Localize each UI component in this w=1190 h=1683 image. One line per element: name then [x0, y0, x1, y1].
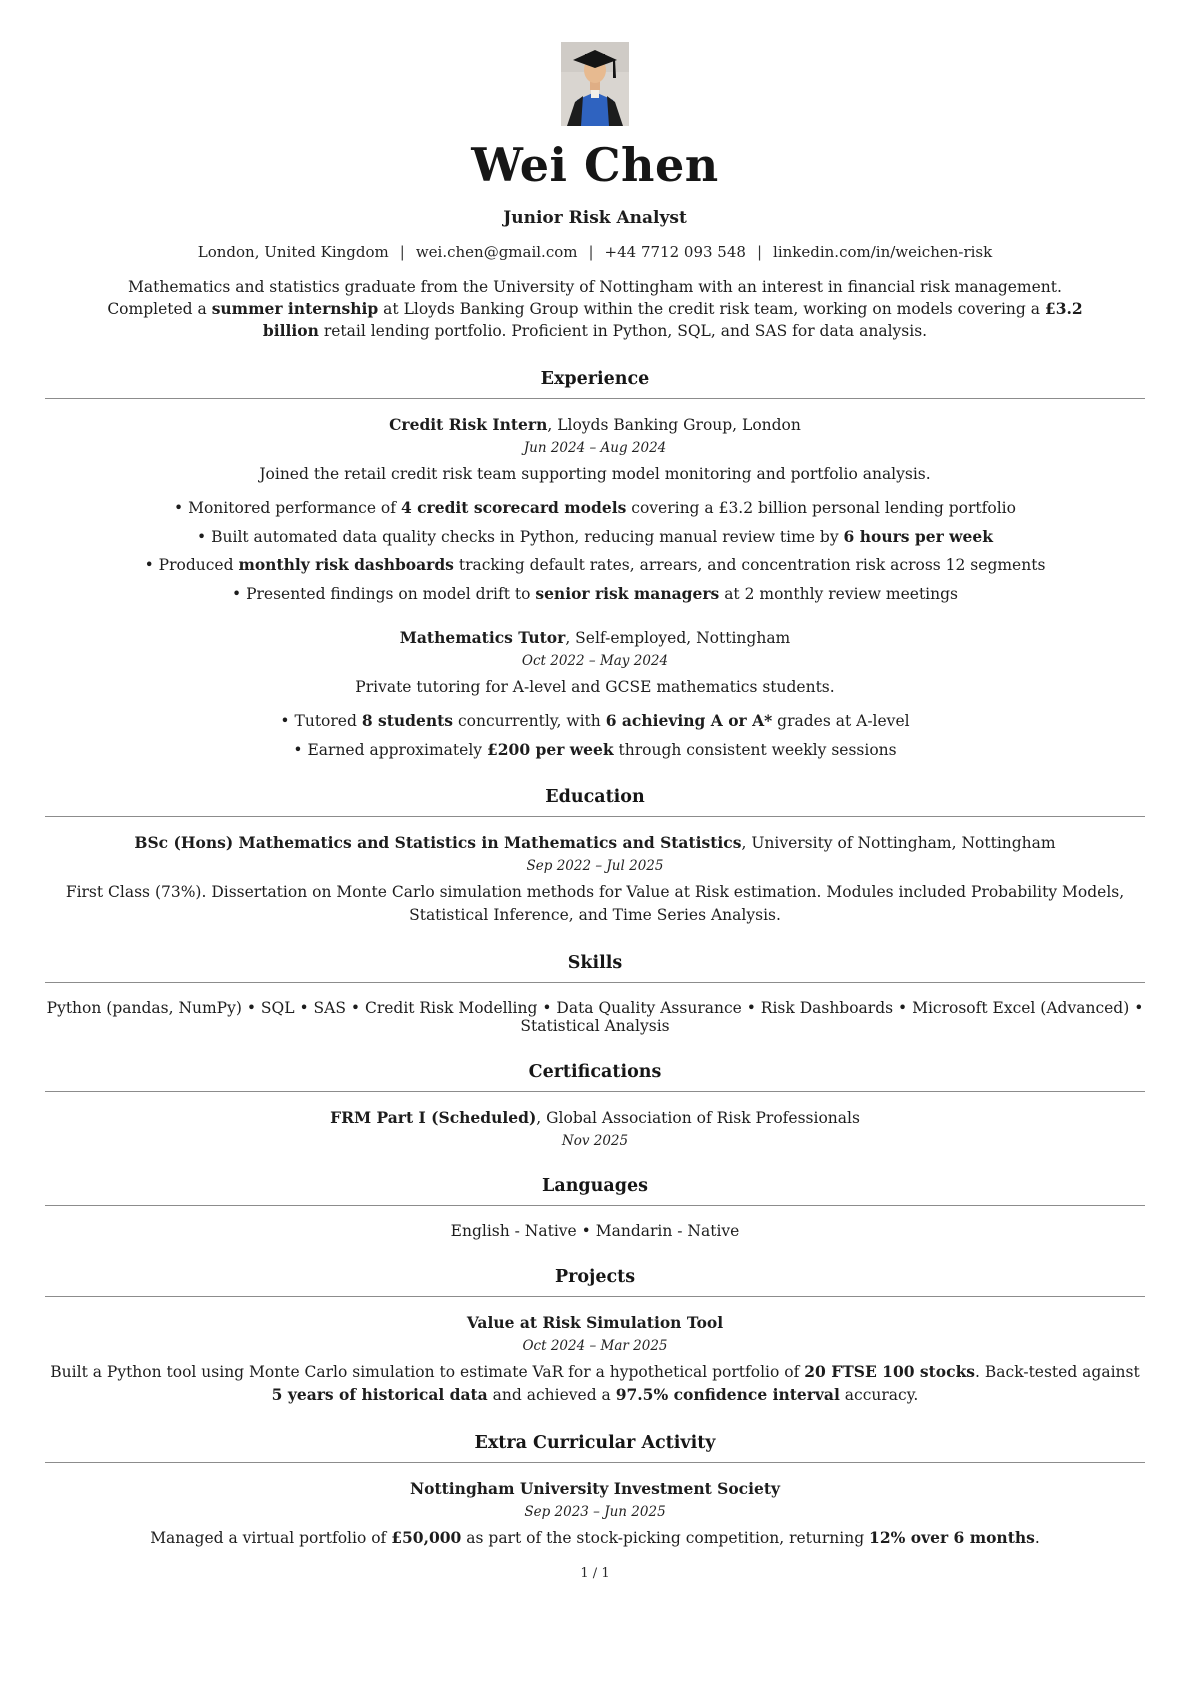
experience-entry	[45, 628, 1145, 761]
section-rule	[45, 816, 1145, 817]
entry-title	[45, 415, 1145, 434]
entry-title-issuer: , Global Association of Risk Professionals	[536, 1109, 860, 1128]
section-heading: Skills	[567, 953, 623, 974]
entry-title-school: , University of Nottingham, Nottingham	[741, 834, 1056, 853]
entry-title	[45, 833, 1145, 852]
experience-entry	[45, 415, 1145, 605]
section-skills	[45, 953, 1145, 1035]
entry-dates: Sep 2023 – Jun 2025	[524, 1504, 666, 1521]
entry-dates: Sep 2022 – Jul 2025	[526, 858, 664, 875]
contact-location: London, United Kingdom	[197, 243, 389, 261]
section-rule	[45, 1296, 1145, 1297]
contact-linkedin[interactable]: linkedin.com/in/weichen-risk	[773, 243, 993, 261]
profile-photo	[561, 42, 629, 126]
entry-title	[45, 1108, 1145, 1127]
project-entry	[45, 1313, 1145, 1406]
entry-title-degree: BSc (Hons) Mathematics and Statistics in Mathematics and Statistics	[134, 833, 742, 853]
entry-description: Joined the retail credit risk team supporting model monitoring and portfolio analysis.	[259, 465, 931, 483]
section-certifications	[45, 1062, 1145, 1149]
section-rule	[45, 1205, 1145, 1206]
entry-title-org: , Lloyds Banking Group, London	[547, 416, 801, 434]
section-rule	[45, 982, 1145, 983]
contact-separator: |	[756, 243, 763, 261]
certification-entry	[45, 1108, 1145, 1149]
entry-title	[45, 628, 1145, 647]
entry-title-cert: FRM Part I (Scheduled)	[330, 1108, 537, 1128]
bullet-item: • Produced monthly risk dashboards tracking default rates, arrears, and concentration risk across 12 segments	[45, 555, 1145, 576]
contact-separator: |	[588, 243, 594, 261]
contact-separator: |	[399, 243, 405, 261]
section-rule	[45, 398, 1145, 399]
entry-description: Managed a virtual portfolio of £50,000 as part of the stock-picking competition, returning 12% over 6 months.	[150, 1528, 1040, 1548]
entry-dates: Nov 2025	[561, 1133, 629, 1150]
candidate-name: Wei Chen	[471, 138, 719, 192]
entry-title-role: Credit Risk Intern	[389, 415, 548, 434]
bullet-item: • Earned approximately £200 per week through consistent weekly sessions	[45, 740, 1145, 761]
section-extra-curricular	[45, 1433, 1145, 1549]
entry-dates: Jun 2024 – Aug 2024	[523, 440, 667, 456]
section-experience	[45, 369, 1145, 760]
entry-title-activity: Nottingham University Investment Society	[409, 1479, 781, 1499]
section-rule	[45, 1091, 1145, 1092]
entry-bullet-list	[45, 498, 1145, 604]
bullet-item: • Presented findings on model drift to senior risk managers at 2 monthly review meetings	[45, 584, 1145, 605]
entry-title	[45, 1479, 1145, 1498]
skills-line: Python (pandas, NumPy) • SQL • SAS • Credit Risk Modelling • Data Quality Assurance • Risk Dashboards • Microsoft Excel (Advanced) • Statistical Analysis	[46, 999, 1144, 1036]
page-indicator: 1 / 1	[580, 1566, 610, 1581]
summary-text: Mathematics and statistics graduate from the University of Nottingham with an interest in financial risk management. Completed a summer internship at Lloyds Banking Group within the credit risk team, working on models covering a £3.2 billion retail lending portfolio. Proficient in Python, SQL, and SAS for data analysis.	[107, 278, 1083, 340]
section-heading: Experience	[540, 369, 650, 389]
section-heading: Extra Curricular Activity	[474, 1433, 716, 1454]
contact-phone: +44 7712 093 548	[604, 243, 746, 261]
bullet-item: • Monitored performance of 4 credit scorecard models covering a £3.2 billion personal lending portfolio	[45, 498, 1145, 519]
languages-line: English - Native • Mandarin - Native	[450, 1222, 740, 1241]
entry-description: Built a Python tool using Monte Carlo simulation to estimate VaR for a hypothetical portfolio of 20 FTSE 100 stocks. Back-tested against 5 years of historical data and achieved a 97.5% confidence interval accuracy.	[50, 1362, 1140, 1404]
section-heading: Certifications	[528, 1062, 662, 1083]
bullet-item: • Tutored 8 students concurrently, with 6 achieving A or A* grades at A-level	[45, 711, 1145, 732]
section-education	[45, 787, 1145, 926]
entry-title-org: , Self-employed, Nottingham	[565, 628, 791, 647]
activity-entry	[45, 1479, 1145, 1549]
section-rule	[45, 1462, 1145, 1463]
section-heading: Languages	[542, 1176, 648, 1197]
contact-line	[45, 243, 1145, 261]
candidate-title: Junior Risk Analyst	[503, 208, 687, 228]
entry-dates: Oct 2022 – May 2024	[521, 652, 669, 669]
contact-email[interactable]: wei.chen@gmail.com	[415, 243, 578, 261]
entry-title-role: Mathematics Tutor	[399, 627, 566, 647]
section-heading: Education	[545, 787, 645, 808]
entry-dates: Oct 2024 – Mar 2025	[522, 1338, 668, 1355]
section-projects	[45, 1267, 1145, 1406]
section-heading: Projects	[554, 1267, 636, 1288]
bullet-item: • Built automated data quality checks in Python, reducing manual review time by 6 hours per week	[45, 527, 1145, 548]
entry-title	[45, 1313, 1145, 1332]
entry-bullet-list	[45, 711, 1145, 760]
section-languages	[45, 1176, 1145, 1240]
entry-title-project: Value at Risk Simulation Tool	[466, 1313, 724, 1333]
entry-description: First Class (73%). Dissertation on Monte Carlo simulation methods for Value at Risk estimation. Modules included Probability Models, Statistical Inference, and Time Series Analysis.	[65, 883, 1125, 924]
entry-description: Private tutoring for A-level and GCSE mathematics students.	[355, 677, 835, 696]
education-entry	[45, 833, 1145, 926]
